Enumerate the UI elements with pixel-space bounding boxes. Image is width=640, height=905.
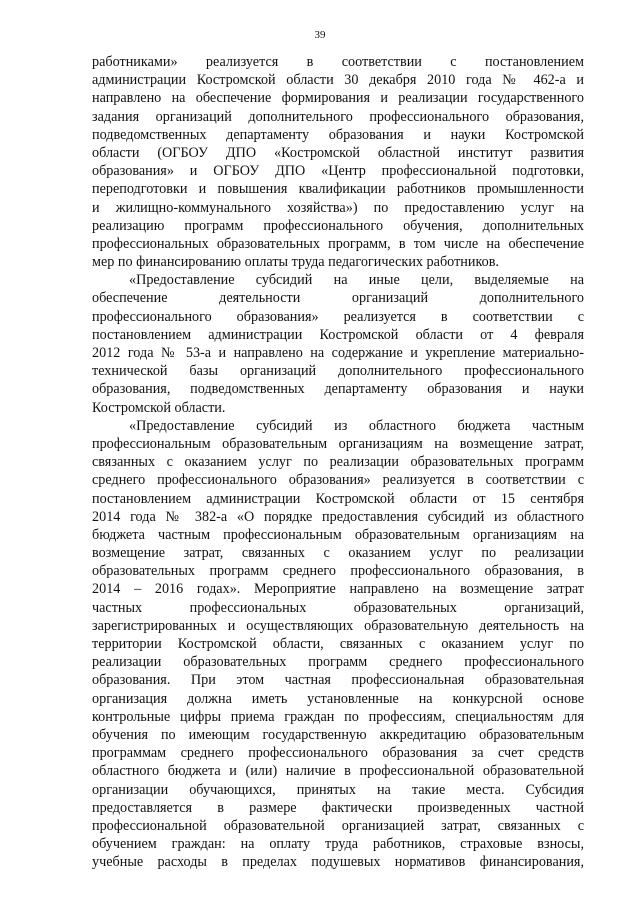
text-line: возмещение затрат, связанных с оказанием услуг по реализации (92, 545, 584, 562)
text-line: постановлением администрации Костромской области от 15 сентября (92, 490, 584, 507)
text-line: переподготовки и повышения квалификации работников промышленности (92, 181, 584, 198)
text-line: территории Костромской области, связанных с оказанием услуг по (92, 636, 584, 652)
text-line: 2014 года № 382-а «О порядке предоставления субсидий из областного (92, 508, 584, 525)
text-line: образования, подведомственных департаменту образования и науки (92, 381, 584, 398)
text-line: организация должна иметь установленные на конкурсной основе (92, 690, 584, 707)
text-line: программам среднего профессионального образования за счет средств (92, 745, 584, 762)
page-number: 39 (314, 29, 326, 41)
paragraph (92, 417, 584, 872)
text-line: среднего профессионального образования» реализуется в соответствии с (92, 472, 584, 489)
text-line: предоставляется в размере фактически произведенных частной (92, 799, 584, 816)
text-line: «Предоставление субсидий из областного бюджета частным (129, 417, 584, 434)
text-line: обеспечение деятельности организаций дополнительного (92, 290, 584, 307)
text-line: профессионального образования» реализуется в соответствии с (92, 308, 584, 325)
text-line: работниками» реализуется в соответствии с постановлением (92, 54, 584, 70)
text-line: зарегистрированных и осуществляющих образовательную деятельность на (92, 617, 584, 634)
text-line: и жилищно-коммунального хозяйства») по предоставлению услуг на (92, 199, 584, 216)
text-line: образовательных программ среднего профессионального образования, в (92, 563, 584, 580)
text-line: образования. При этом частная профессиональная образовательная (92, 672, 584, 689)
text-line: «Предоставление субсидий на иные цели, выделяемые на (129, 272, 584, 289)
text-line: профессиональных образовательных программ, в том числе на обеспечение (92, 235, 584, 252)
text-line: администрации Костромской области 30 декабря 2010 года № 462-а и (92, 72, 584, 89)
text-line: подведомственных департаменту образования и науки Костромской (92, 126, 584, 143)
text-line: постановлением администрации Костромской области от 4 февраля (92, 326, 584, 343)
text-line: контрольные цифры приема граждан по профессиям, специальностям для (92, 708, 584, 725)
text-line: обучения по имеющим государственную аккредитацию образовательным (92, 726, 584, 743)
text-line: связанных с оказанием услуг по реализации образовательных программ (92, 454, 584, 471)
text-line: реализации образовательных программ среднего профессионального (92, 654, 584, 671)
text-line: образования» и ОГБОУ ДПО «Центр профессиональной подготовки, (92, 163, 584, 180)
text-line: учебные расходы в пределах подушевых нормативов финансирования, (92, 854, 584, 871)
text-line: мер по финансированию оплаты труда педагогических работников. (92, 254, 499, 271)
text-line: профессиональной образовательной организацией затрат, связанных с (92, 817, 584, 834)
paragraph (92, 271, 584, 417)
text-line: задания организаций дополнительного профессионального образования, (92, 108, 584, 125)
text-line: 2014 – 2016 годах». Мероприятие направлено на возмещение затрат (92, 581, 584, 598)
text-line: 2012 года № 53-а и направлено на содержание и укрепление материально- (92, 345, 584, 361)
text-line: технической базы организаций дополнительного профессионального (92, 363, 584, 380)
text-line: профессиональным образовательным организациям на возмещение затрат, (92, 435, 584, 452)
text-line: областного бюджета и (или) наличие в профессиональной образовательной (92, 763, 584, 780)
text-line: области (ОГБОУ ДПО «Костромской областной институт развития (92, 144, 584, 161)
text-line: бюджета частным профессиональным образовательным организациям на (92, 526, 584, 543)
text-line: частных профессиональных образовательных организаций, (92, 599, 584, 616)
paragraph (92, 53, 584, 271)
text-line: направлено на обеспечение формирования и реализации государственного (92, 90, 584, 107)
text-line: обучением граждан: на оплату труда работников, страховые взносы, (92, 836, 584, 853)
text-line: реализацию программ профессионального обучения, дополнительных (92, 217, 584, 234)
text-line: Костромской области. (92, 399, 226, 416)
document-body (92, 53, 584, 871)
text-line: организации обучающихся, принятых на такие места. Субсидия (92, 781, 584, 798)
